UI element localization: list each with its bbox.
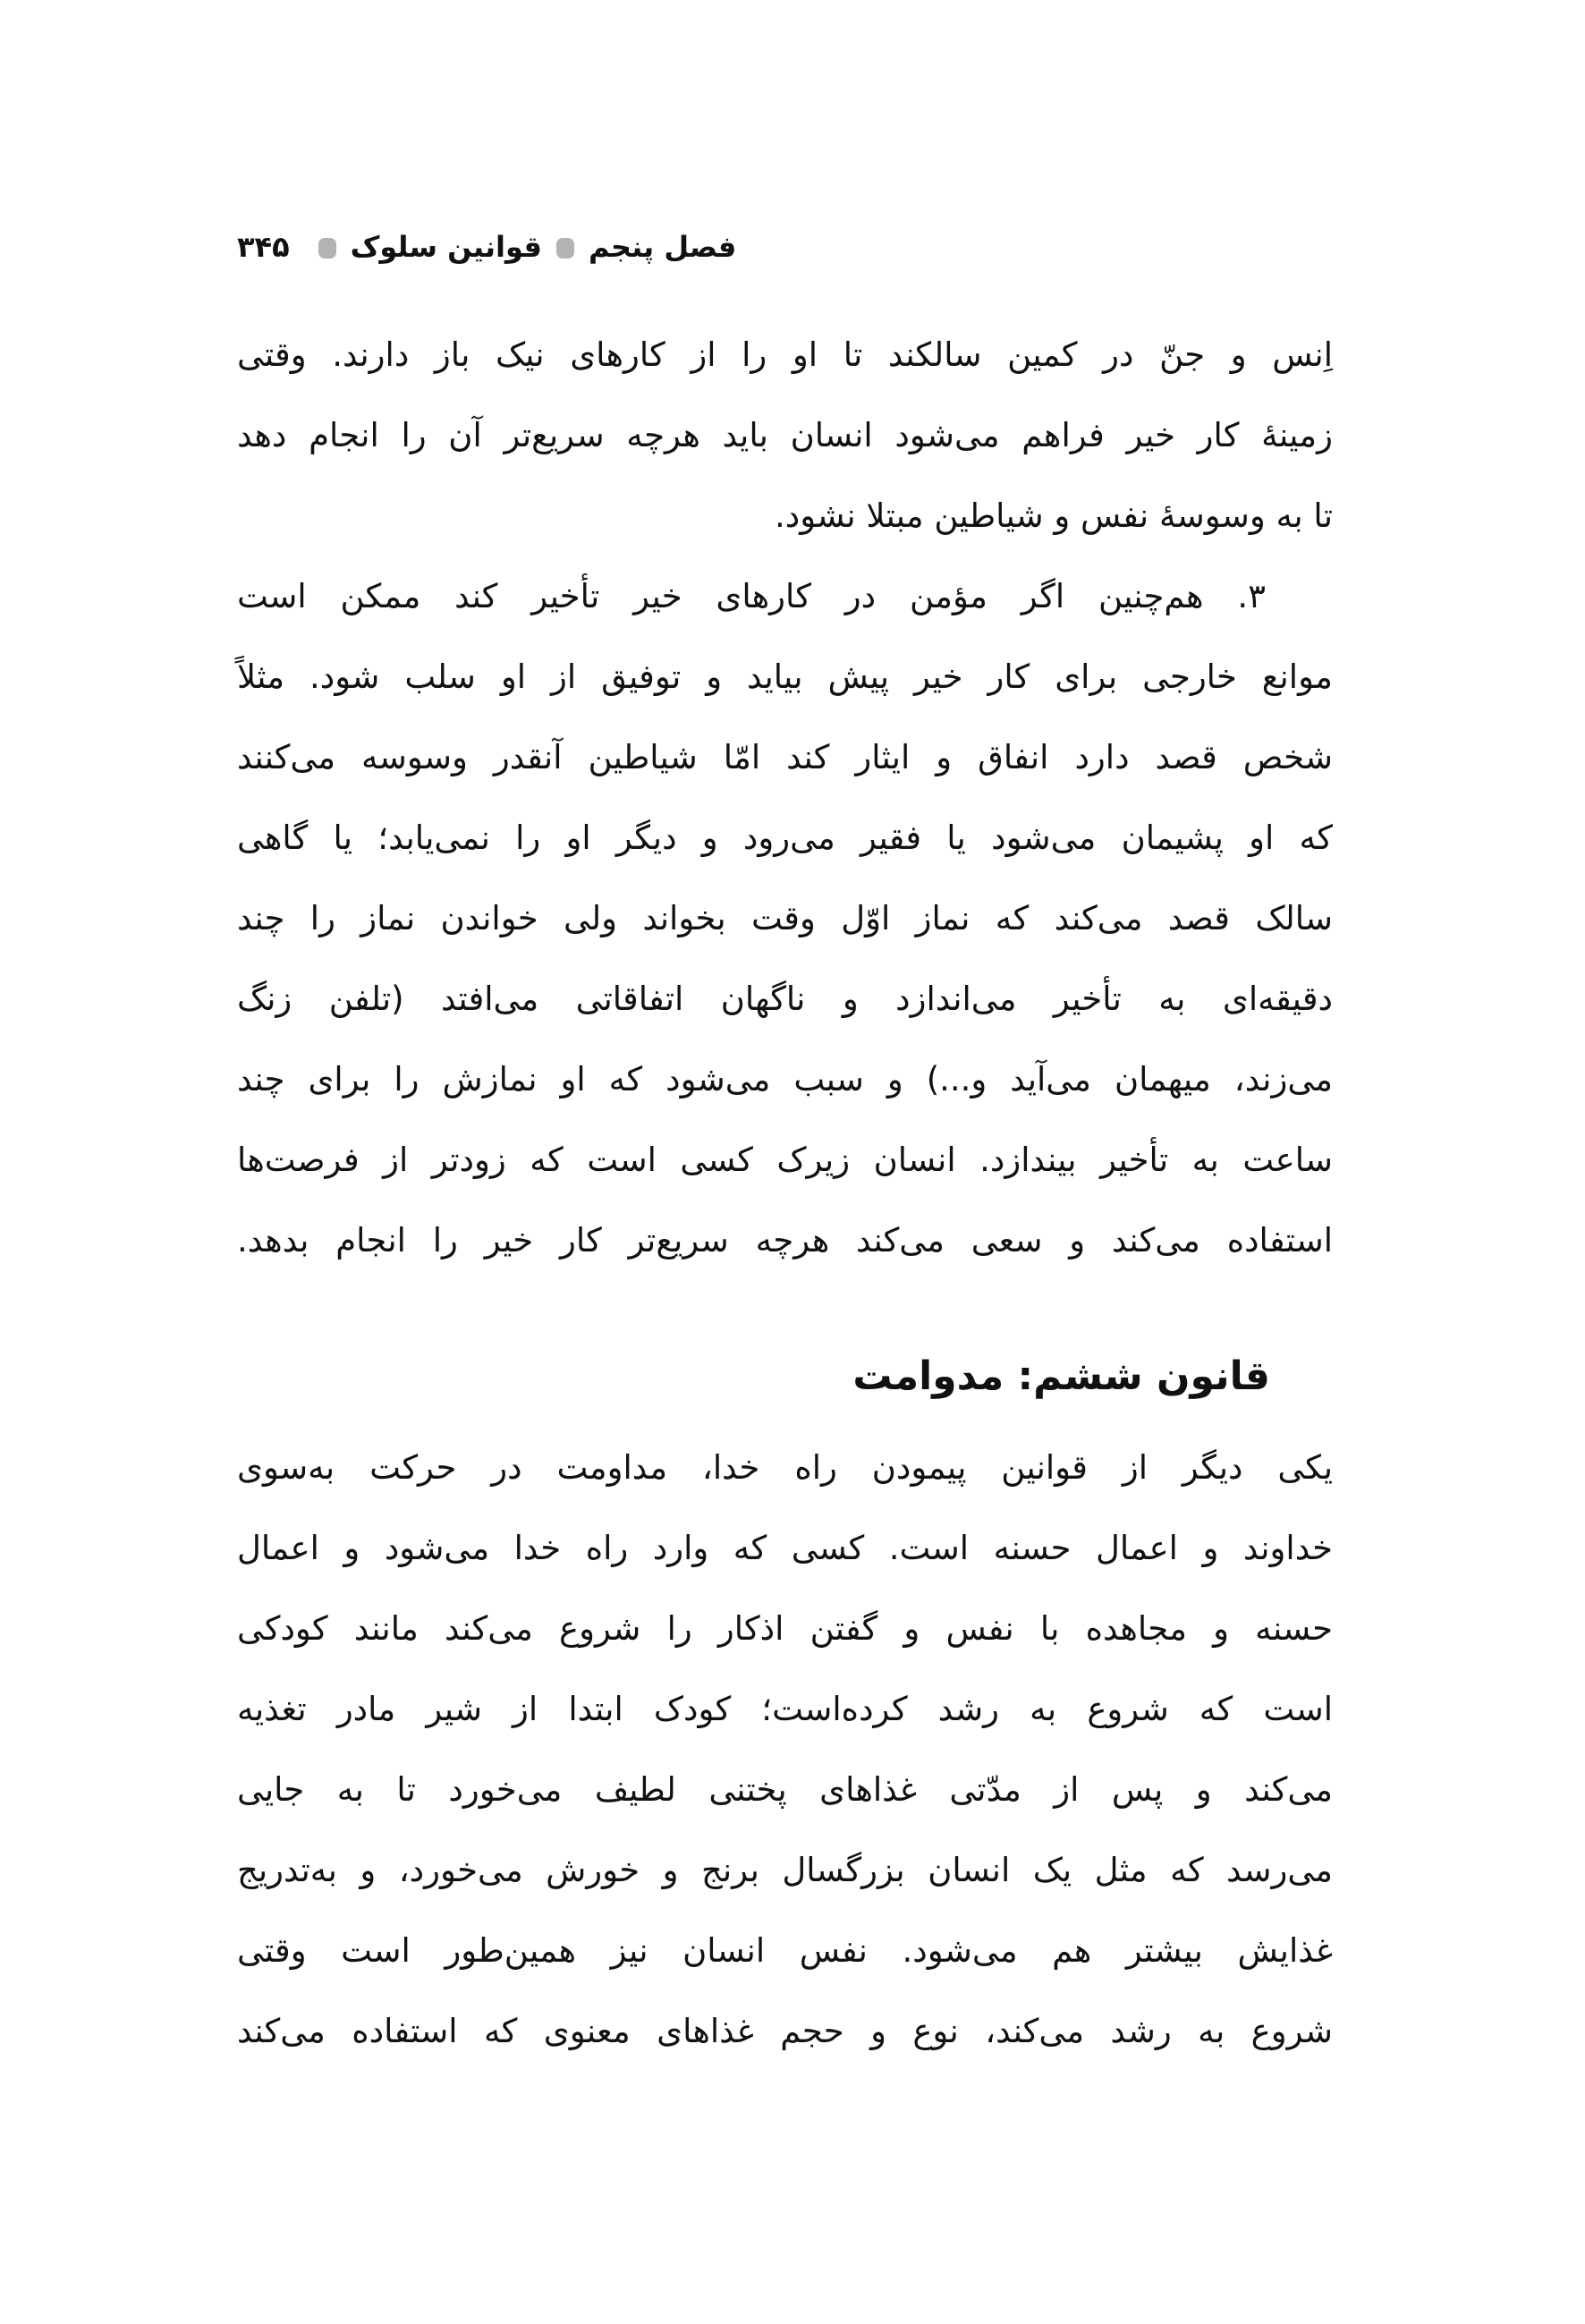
text-line: که او پشیمان می‌شود یا فقیر می‌رود و دیگر او را نمی‌یابد؛ یا گاهی <box>237 818 1333 857</box>
text-line: خداوند و اعمال حسنه است. کسی که وارد راه خدا می‌شود و اعمال <box>237 1529 1333 1567</box>
text-line: می‌رسد که مثل یک انسان بزرگسال برنج و خورش می‌خورد، و به‌تدریج <box>237 1851 1333 1889</box>
text-line: شروع به رشد می‌کند، نوع و حجم غذاهای معنوی که استفاده می‌کند <box>237 2012 1333 2050</box>
text-line: یکی دیگر از قوانین پیمودن راه خدا، مداومت در حرکت به‌سوی <box>237 1448 1333 1487</box>
text-line: می‌زند، میهمان می‌آید و...) و سبب می‌شود که او نمازش را برای چند <box>237 1060 1333 1098</box>
text-line: است که شروع به رشد کرده‌است؛ کودک ابتدا از شیر مادر تغذیه <box>237 1690 1333 1728</box>
section-heading: قانون ششم: مدوامت <box>852 1353 1270 1399</box>
text-line: حسنه و مجاهده با نفس و گفتن اذکار را شروع می‌کند مانند کودکی <box>237 1609 1333 1648</box>
text-line: غذایش بیشتر هم می‌شود. نفس انسان نیز همین‌طور است وقتی <box>237 1931 1333 1970</box>
text-line: زمینهٔ کار خیر فراهم می‌شود انسان باید هرچه سریع‌تر آن را انجام دهد <box>237 416 1333 454</box>
text-line: موانع خارجی برای کار خیر پیش بیاید و توفیق از او سلب شود. مثلاً <box>237 657 1333 696</box>
text-line: ۳. هم‌چنین اگر مؤمن در کارهای خیر تأخیر کند ممکن است <box>237 577 1266 615</box>
body-text <box>237 315 1333 2072</box>
page-number: ۳۴۵ <box>237 230 290 264</box>
text-line: ساعت به تأخیر بیندازد. انسان زیرک کسی است که زودتر از فرصت‌ها <box>237 1141 1333 1179</box>
book-section-title: قوانین سلوک <box>350 230 542 264</box>
page-header <box>237 220 1333 274</box>
text-line: تا به وسوسهٔ نفس و شیاطین مبتلا نشود. <box>774 496 1333 535</box>
separator-dot-icon <box>318 238 336 259</box>
text-line: می‌کند و پس از مدّتی غذاهای پختنی لطیف می‌خورد تا به جایی <box>237 1770 1333 1809</box>
separator-dot-icon <box>556 238 574 259</box>
text-line: اِنس و جنّ در کمین سالکند تا او را از کارهای نیک باز دارند. وقتی <box>237 335 1333 374</box>
text-line: سالک قصد می‌کند که نماز اوّل وقت بخواند ولی خواندن نماز را چند <box>237 899 1333 937</box>
text-line: شخص قصد دارد انفاق و ایثار کند امّا شیاطین آنقدر وسوسه می‌کنند <box>237 738 1333 776</box>
chapter-title: فصل پنجم <box>588 230 737 264</box>
text-line: استفاده می‌کند و سعی می‌کند هرچه سریع‌تر کار خیر را انجام بدهد. <box>237 1221 1333 1260</box>
text-line: دقیقه‌ای به تأخیر می‌اندازد و ناگهان اتفاقاتی می‌افتد (تلفن زنگ <box>237 980 1333 1018</box>
